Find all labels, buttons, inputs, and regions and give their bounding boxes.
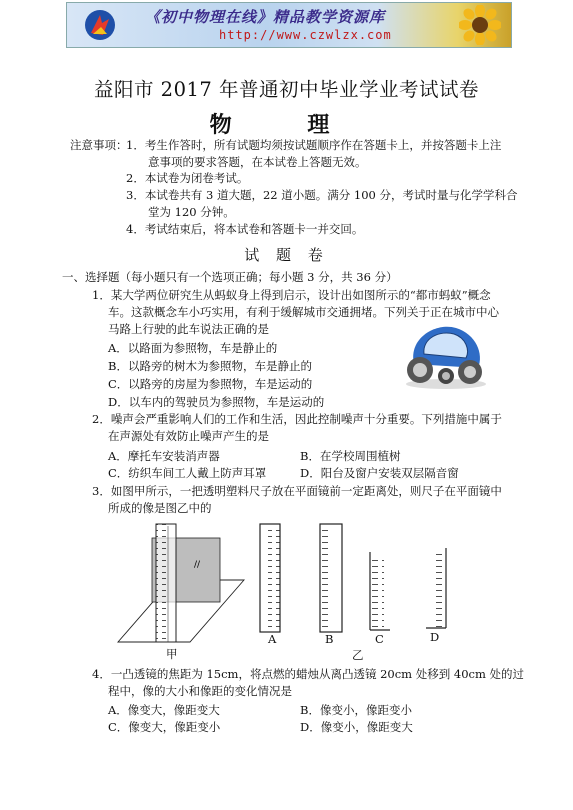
question-4-option-d: D．像变小，像距变大 xyxy=(300,720,413,734)
figure-label-jia: 甲 xyxy=(166,647,178,661)
notice-item: 意事项的要求答题，在本试卷上答题无效。 xyxy=(148,155,367,169)
question-4-text: 4．一凸透镜的焦距为 15cm，将点燃的蜡烛从离凸透镜 20cm 处移到 40cm 处的过 xyxy=(92,667,525,681)
question-1-text: 车。这款概念车小巧实用，有利于缓解城市交通拥堵。下列关于正在城市中心 xyxy=(108,305,499,319)
question-4-option-c: C．像变大，像距变小 xyxy=(108,720,221,734)
ruler-option-a xyxy=(260,524,280,632)
sunflower-icon xyxy=(459,5,501,45)
section-title: 试 题 卷 xyxy=(244,246,329,264)
question-1-text: 1．某大学两位研究生从蚂蚁身上得到启示，设计出如图所示的“都市蚂蚁”概念 xyxy=(92,288,491,302)
question-4-text: 程中，像的大小和像距的变化情况是 xyxy=(108,684,292,698)
figure-label-a: A xyxy=(268,632,277,646)
question-4-option-b: B．像变小，像距变小 xyxy=(300,703,412,717)
figure-label-b: B xyxy=(325,632,334,646)
question-3-text: 3．如图甲所示，一把透明塑料尺子放在平面镜前一定距离处，则尺子在平面镜中 xyxy=(92,484,502,498)
question-1-option-c: C．以路旁的房屋为参照物，车是运动的 xyxy=(108,377,313,391)
question-3-figure xyxy=(112,518,462,664)
question-3-text: 所成的像是图乙中的 xyxy=(108,501,212,515)
question-2-text: 在声源处有效防止噪声产生的是 xyxy=(108,429,269,443)
concept-car-illustration xyxy=(400,312,492,392)
figure-jia xyxy=(118,524,244,642)
svg-text://: // xyxy=(194,560,201,570)
question-1-option-d: D．以车内的驾驶员为参照物，车是运动的 xyxy=(108,395,325,409)
notice-item: 2．本试卷为闭卷考试。 xyxy=(126,171,249,185)
banner-url[interactable]: http://www.czwlzx.com xyxy=(219,28,392,42)
figure-label-d: D xyxy=(430,630,440,644)
notice-item: 4．考试结束后，将本试卷和答题卡一并交回。 xyxy=(126,222,364,236)
question-1-text: 马路上行驶的此车说法正确的是 xyxy=(108,322,269,336)
question-4-option-a: A．像变大，像距变大 xyxy=(108,703,220,717)
part-heading: 一、选择题（每小题只有一个选项正确；每小题 3 分，共 36 分） xyxy=(62,270,398,284)
notice-item: 3．本试卷共有 3 道大题，22 道小题。满分 100 分，考试时量与化学学科合 xyxy=(126,188,518,202)
site-logo-icon xyxy=(83,9,117,41)
question-1-option-b: B．以路旁的树木为参照物，车是静止的 xyxy=(108,359,312,373)
ruler-option-d xyxy=(426,548,446,628)
subject-title: 物 理 xyxy=(209,112,364,138)
notice-item: 堂为 120 分钟。 xyxy=(148,205,235,219)
ruler-option-c xyxy=(370,552,390,630)
notice-label: 注意事项： xyxy=(70,138,128,152)
banner-title: 《初中物理在线》精品教学资源库 xyxy=(145,8,386,26)
question-1-option-a: A．以路面为参照物，车是静止的 xyxy=(108,341,278,355)
question-2-option-d: D．阳台及窗户安装双层隔音窗 xyxy=(300,466,459,480)
question-2-option-c: C．纺织车间工人戴上防声耳罩 xyxy=(108,466,267,480)
figure-label-c: C xyxy=(375,632,384,646)
question-2-option-b: B．在学校周围植树 xyxy=(300,449,401,463)
exam-title: 益阳市 2017 年普通初中毕业学业考试试卷 xyxy=(93,78,480,101)
figure-label-yi: 乙 xyxy=(352,648,364,662)
question-2-option-a: A．摩托车安装消声器 xyxy=(108,449,220,463)
ruler-option-b xyxy=(320,524,342,632)
header-banner xyxy=(66,2,512,48)
notice-item: 1．考生作答时，所有试题均须按试题顺序作在答题卡上，并按答题卡上注 xyxy=(126,138,502,152)
question-2-text: 2．噪声会严重影响人们的工作和生活，因此控制噪声十分重要。下列措施中属于 xyxy=(92,412,502,426)
